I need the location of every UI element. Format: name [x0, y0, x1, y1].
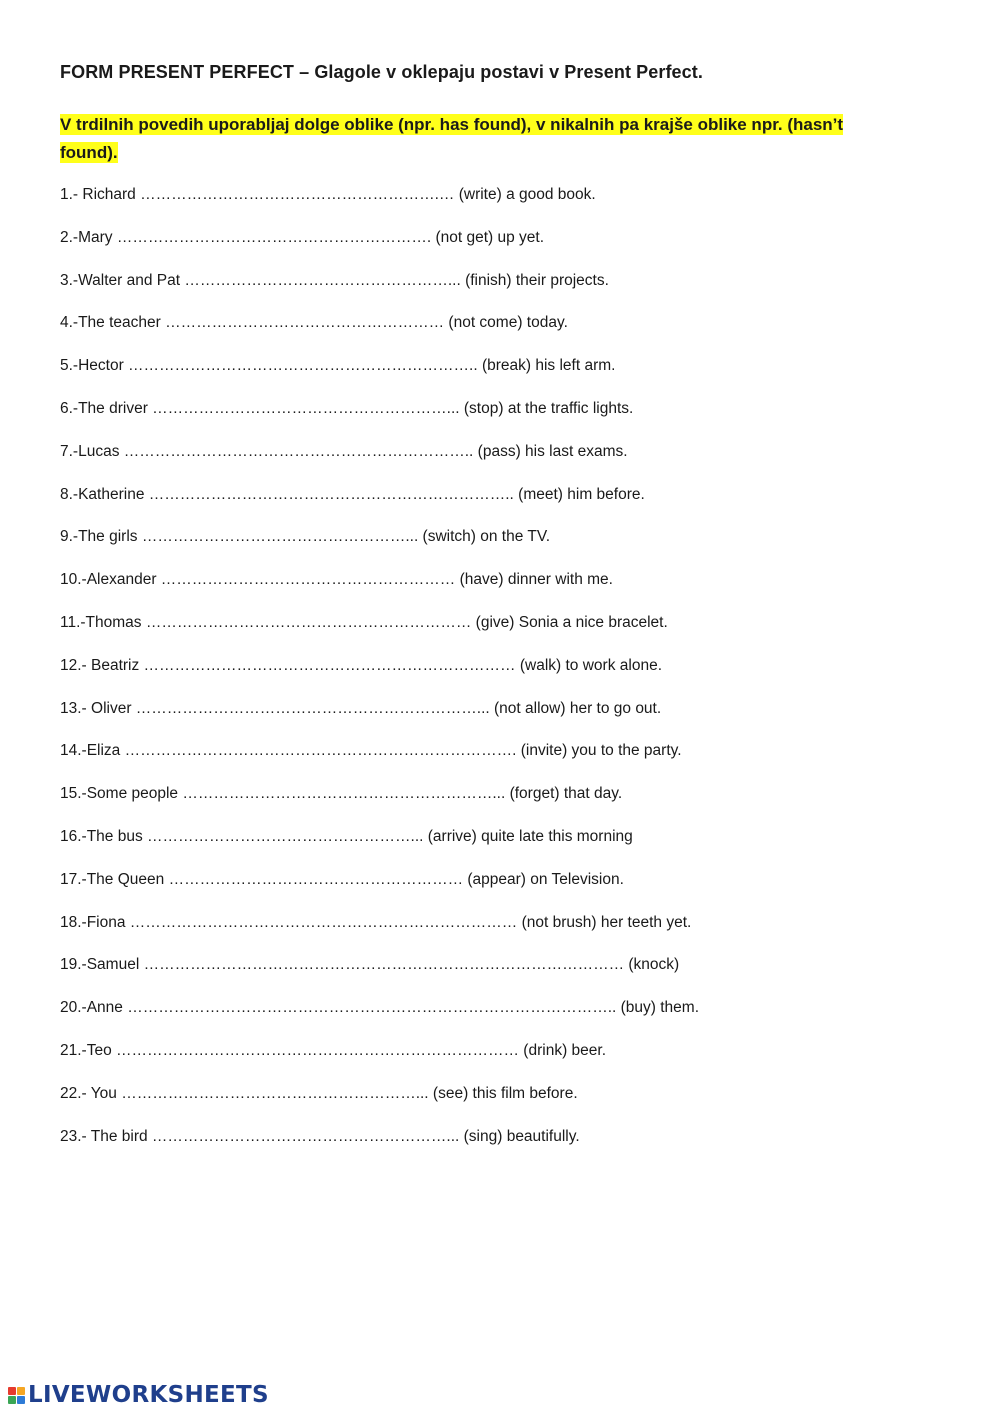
logo-blocks-icon: [8, 1387, 25, 1404]
exercise-item-4: 4.-The teacher ……………………………………………… (not come) today.: [60, 314, 568, 332]
logo-text: LIVEWORKSHEETS: [28, 1382, 269, 1408]
exercise-item-1: 1.- Richard ………………………………………………….… (write) a good book.: [60, 186, 596, 203]
exercise-item-17: 17.-The Queen ………………………………………………… (appear) on Television.: [60, 870, 624, 888]
exercise-item-19: 19.-Samuel ………………………………………………………………………………… (knock): [60, 956, 680, 974]
exercise-item-18: 18.-Fiona ………………………………………………………………… (not brush) her teeth yet.: [60, 913, 692, 931]
instruction-text: [60, 111, 890, 167]
logo-block-orange: [17, 1387, 25, 1395]
exercise-item-16: 16.-The bus ……………………………………………... (arrive) quite late this morning: [60, 827, 633, 845]
logo-block-blue: [17, 1396, 25, 1404]
exercise-item-22: 22.- You …………………………………………………... (see) this film before.: [60, 1084, 578, 1102]
exercise-item-12: 12.- Beatriz ……………………………………………………………… (walk) to work alone.: [60, 656, 663, 674]
exercise-item-8: 8.-Katherine …………………………………………………………….. (meet) him before.: [60, 485, 645, 503]
exercise-item-13: 13.- Oliver …………………………………………………………... (not allow) her to go out.: [60, 699, 662, 717]
exercise-item-20: 20.-Anne ………………………………………………………………………………….. (buy) them.: [60, 999, 700, 1017]
liveworksheets-logo: [8, 1380, 269, 1410]
instruction-highlight: V trdilnih povedih uporabljaj dolge oblike (npr. has found), v nikalnih pa krajše oblike npr. (hasn’t found).: [60, 115, 844, 162]
exercise-item-23: 23.- The bird …………………………………………………... (sing) beautifully.: [60, 1127, 580, 1145]
exercise-item-9: 9.-The girls ……………………………………………... (switch) on the TV.: [60, 528, 551, 546]
logo-block-red: [8, 1387, 16, 1395]
exercise-item-2: 2.-Mary ……………………………………………………. (not get) up yet.: [60, 228, 545, 246]
exercise-item-5: 5.-Hector ………………………………………………………….. (break) his left arm.: [60, 357, 616, 375]
exercise-item-7: 7.-Lucas ………………………………………………………….. (pass) his last exams.: [60, 442, 628, 460]
exercise-item-15: 15.-Some people ……………………………………………………... (forget) that day.: [60, 785, 623, 803]
worksheet-title: FORM PRESENT PERFECT – Glagole v oklepaju postavi v Present Perfect.: [60, 62, 703, 82]
exercise-item-3: 3.-Walter and Pat ……………………………………………... (finish) their projects.: [60, 271, 609, 289]
exercise-item-10: 10.-Alexander ………………………………………………… (have) dinner with me.: [60, 571, 613, 589]
logo-block-green: [8, 1396, 16, 1404]
exercise-item-14: 14.-Eliza …………………………………………………………………. (invite) you to the party.: [60, 742, 682, 760]
exercise-item-11: 11.-Thomas ……………………………………………………… (give) Sonia a nice bracelet.: [60, 613, 668, 631]
exercise-item-6: 6.-The driver …………………………………………………... (stop) at the traffic lights.: [60, 399, 634, 417]
exercise-list: [60, 184, 699, 1168]
exercise-item-21: 21.-Teo …………………………………………………………………… (drink) beer.: [60, 1041, 607, 1059]
